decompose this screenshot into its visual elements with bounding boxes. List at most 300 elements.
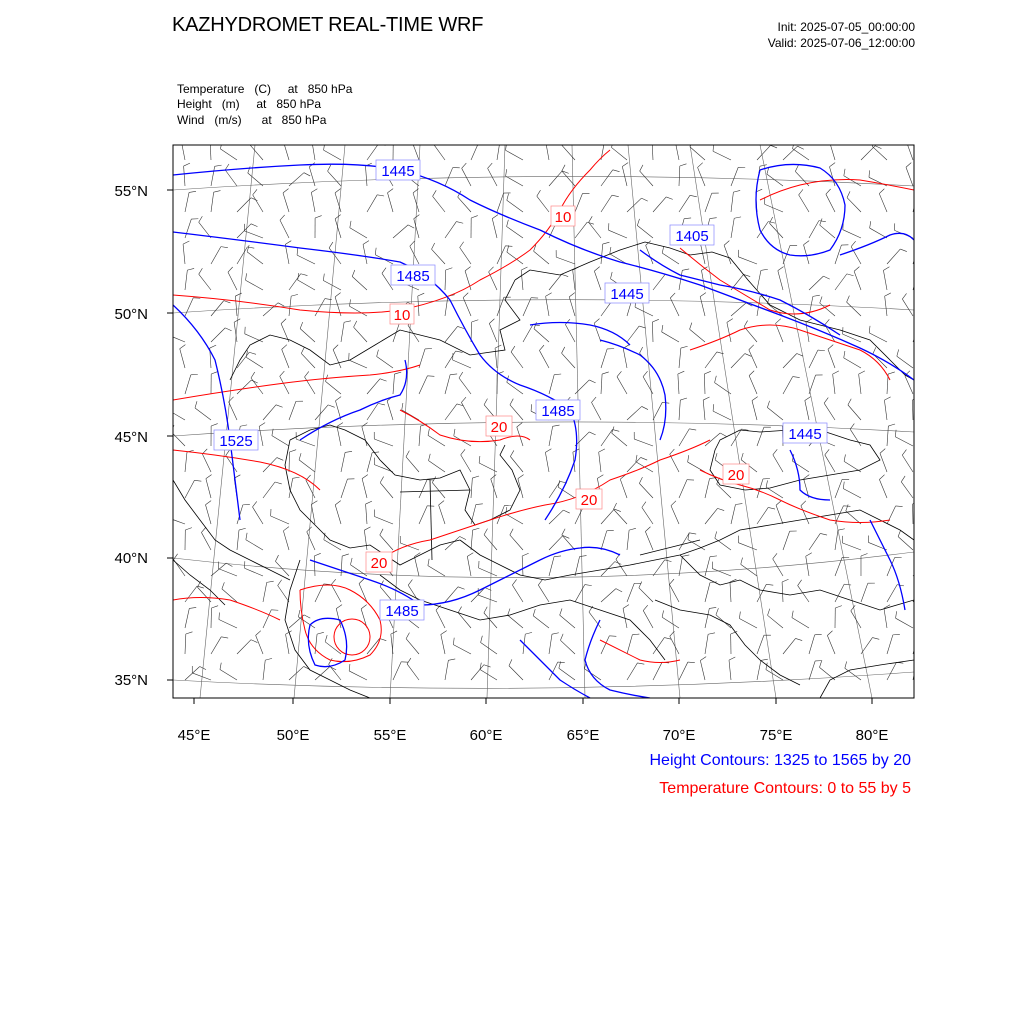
wind-barb-flag — [335, 397, 341, 401]
wind-barb — [835, 584, 844, 602]
wind-barb-flag — [484, 665, 491, 667]
wind-barb — [328, 171, 341, 186]
wind-barb — [809, 350, 818, 368]
wind-barb-flag — [221, 247, 228, 248]
wind-barb — [705, 608, 709, 628]
wind-barb — [299, 460, 315, 472]
wind-barb — [445, 660, 448, 680]
wind-barb — [168, 410, 185, 420]
wind-barb — [510, 456, 523, 472]
wind-barb-flag — [710, 556, 717, 557]
wind-barb — [549, 426, 553, 446]
wind-barb-flag — [776, 501, 781, 506]
wind-barb-flag — [472, 320, 479, 322]
wind-barb — [244, 231, 263, 238]
wind-barb — [809, 375, 816, 394]
wind-barb-flag — [312, 137, 318, 141]
wind-barb — [757, 584, 766, 602]
wind-barb — [453, 645, 471, 654]
wind-barb — [199, 274, 211, 290]
wind-barb-flag — [773, 553, 777, 558]
wind-barb — [887, 635, 893, 654]
wind-barb-flag — [508, 609, 510, 616]
wind-barb — [406, 457, 419, 472]
wind-barb-flag — [847, 274, 854, 276]
wind-barb — [700, 297, 705, 316]
wind-barb — [783, 377, 793, 394]
temperature-label: 20 — [580, 492, 598, 509]
wind-barb — [167, 334, 185, 342]
wind-barb — [523, 298, 531, 316]
wind-barb — [460, 248, 471, 264]
wind-barb-flag — [406, 451, 409, 457]
wind-barb — [827, 636, 835, 654]
wind-barb — [731, 303, 746, 316]
wind-barb-flag — [709, 607, 716, 608]
wind-barb-flag — [224, 301, 231, 303]
wind-barb — [773, 455, 783, 472]
wind-barb — [229, 402, 237, 420]
wind-barb — [757, 635, 764, 654]
wind-barb — [484, 613, 497, 628]
wind-barb-flag — [825, 449, 829, 454]
wind-barb — [366, 504, 367, 524]
wind-barb — [300, 329, 315, 342]
wind-barb-flag — [345, 451, 352, 452]
wind-barb — [835, 557, 842, 576]
wind-barb — [511, 352, 523, 368]
wind-barb — [406, 639, 419, 654]
wind-barb — [211, 301, 224, 316]
wind-barb-flag — [432, 243, 435, 249]
wind-barb-flag — [472, 476, 479, 478]
wind-barb-flag — [448, 659, 455, 660]
wind-barb-flag — [350, 221, 351, 228]
wind-barb — [285, 244, 289, 264]
wind-barb-flag — [354, 321, 357, 327]
wind-barb — [829, 141, 835, 160]
wind-barb-flag — [429, 454, 431, 461]
wind-barb — [880, 453, 887, 472]
wind-barb — [377, 356, 393, 368]
wind-barb-flag — [869, 326, 870, 333]
wind-barb-flag — [229, 397, 234, 402]
wind-barb — [627, 406, 642, 420]
wind-barb-flag — [481, 636, 483, 643]
wind-barb-flag — [591, 397, 596, 402]
wind-barb — [407, 664, 419, 680]
wind-barb-flag — [587, 222, 594, 224]
wind-barb-flag — [248, 166, 250, 173]
wind-barb — [843, 334, 861, 342]
wind-barb-flag — [432, 476, 435, 482]
wind-barb-flag — [806, 553, 812, 557]
wind-barb — [887, 426, 888, 446]
wind-barb-flag — [773, 449, 777, 454]
wind-barb-flag — [324, 143, 325, 150]
wind-barb — [627, 663, 637, 680]
wind-barb-flag — [525, 632, 532, 634]
wind-barb — [757, 270, 761, 290]
wind-barb — [562, 535, 575, 550]
wind-barb — [367, 379, 380, 394]
height-label: 1485 — [385, 603, 419, 620]
wind-barb-flag — [562, 139, 565, 145]
wind-barb — [601, 170, 613, 186]
wind-barb — [671, 506, 679, 524]
wind-barb — [768, 615, 783, 628]
wind-barb-flag — [716, 608, 718, 615]
wind-barb-flag — [641, 198, 647, 201]
wind-barb — [256, 635, 263, 654]
wind-barb-flag — [844, 584, 851, 585]
wind-barb — [847, 198, 861, 212]
wind-barb — [601, 195, 612, 212]
wind-barb — [506, 150, 523, 160]
wind-barb — [508, 615, 523, 628]
wind-barb — [573, 270, 575, 290]
wind-barb — [835, 274, 847, 290]
wind-barb-flag — [211, 424, 218, 426]
wind-barb — [180, 349, 185, 368]
wind-barb — [408, 585, 419, 602]
wind-barb-flag — [562, 274, 569, 276]
wind-barb — [314, 556, 315, 576]
wind-barb — [749, 350, 757, 368]
wind-barb — [489, 324, 497, 342]
wind-barb-flag — [715, 531, 717, 538]
wind-barb-flag — [901, 476, 905, 482]
wind-barb-flag — [325, 635, 327, 642]
wind-barb-flag — [518, 475, 524, 479]
wind-barb-flag — [580, 556, 587, 557]
wind-barb-flag — [546, 293, 552, 297]
wind-barb — [643, 377, 653, 394]
wind-barb-flag — [847, 191, 850, 197]
wind-barb — [428, 566, 445, 576]
wind-barb-flag — [506, 169, 507, 176]
wind-barb — [259, 426, 263, 446]
wind-barb — [492, 219, 497, 238]
wind-barb — [828, 349, 835, 368]
wind-barb — [845, 668, 861, 680]
wind-barb — [562, 353, 575, 368]
wind-barb — [445, 375, 450, 394]
wind-barb-flag — [328, 405, 335, 407]
wind-barb-flag — [247, 245, 249, 252]
wind-barb-flag — [380, 477, 383, 483]
wind-barb — [713, 411, 731, 420]
wind-barb — [263, 458, 277, 472]
wind-barb-flag — [684, 218, 691, 219]
wind-barb — [506, 514, 523, 524]
lon-label: 75°E — [759, 727, 793, 744]
wind-barb-flag — [640, 347, 643, 353]
wind-barb — [906, 141, 913, 160]
wind-barb-flag — [317, 632, 324, 634]
wind-barb-flag — [917, 191, 924, 192]
wind-barb-flag — [830, 163, 836, 167]
wind-barb — [478, 595, 497, 602]
wind-barb-flag — [927, 562, 933, 565]
wind-barb — [534, 329, 549, 342]
wind-barb-flag — [879, 475, 884, 480]
wind-barb-flag — [710, 218, 717, 219]
wind-barb — [289, 274, 301, 290]
wind-barb — [670, 454, 679, 472]
wind-barb-flag — [301, 347, 304, 353]
wind-barb-flag — [897, 585, 904, 586]
wind-barb-flag — [612, 430, 619, 432]
wind-barb-flag — [724, 241, 729, 246]
wind-barb — [562, 145, 575, 160]
wind-barb-flag — [562, 529, 565, 535]
wind-barb-flag — [335, 215, 341, 219]
wind-barb-flag — [820, 218, 822, 225]
wind-barb — [325, 642, 341, 654]
wind-barb — [712, 569, 731, 576]
wind-barb-flag — [206, 475, 212, 479]
wind-barb-flag — [611, 272, 613, 279]
wind-barb-flag — [471, 216, 478, 218]
wind-barb — [289, 173, 304, 186]
wind-barb — [549, 557, 554, 576]
wind-barb — [367, 453, 372, 472]
wind-barb — [419, 506, 427, 524]
wind-barb — [237, 530, 239, 550]
wind-barb-flag — [861, 554, 868, 556]
wind-barb — [843, 489, 861, 498]
wind-barb-flag — [768, 507, 775, 509]
wind-barb-flag — [484, 607, 487, 613]
wind-barb-flag — [612, 195, 619, 196]
wind-barb — [884, 608, 887, 628]
wind-barb — [183, 244, 185, 264]
wind-barb — [739, 618, 757, 628]
wind-barb — [902, 455, 913, 472]
wind-barb-flag — [305, 371, 309, 377]
lon-label: 55°E — [373, 727, 407, 744]
height-label: 1485 — [541, 403, 575, 420]
wind-barb-flag — [805, 397, 811, 401]
wind-barb — [278, 586, 289, 602]
wind-barb — [202, 454, 211, 472]
wind-barb — [842, 543, 861, 550]
wind-barb-flag — [510, 450, 514, 456]
wind-barb — [362, 479, 367, 498]
wind-barb — [778, 271, 783, 290]
height-label: 1445 — [610, 286, 644, 303]
wind-barb-flag — [453, 638, 454, 645]
wind-barb-flag — [275, 555, 278, 561]
wind-barb — [315, 405, 328, 420]
wind-barb — [679, 662, 688, 680]
wind-barb-flag — [215, 165, 222, 166]
wind-barb — [826, 194, 835, 212]
wind-barb — [283, 531, 289, 550]
wind-barb-flag — [846, 504, 848, 511]
wind-barb — [365, 166, 367, 186]
wind-barb — [387, 401, 393, 420]
wind-barb-flag — [408, 580, 412, 586]
wind-barb — [575, 557, 580, 576]
wind-barb-flag — [629, 528, 636, 530]
wind-barb-flag — [293, 477, 300, 478]
wind-barb — [713, 151, 731, 160]
wind-barb-flag — [388, 189, 394, 193]
wind-barb — [166, 517, 185, 524]
wind-barb — [575, 222, 587, 238]
wind-barb — [211, 192, 214, 212]
wind-barb-flag — [883, 267, 889, 271]
wind-barb — [211, 637, 221, 654]
wind-barb-flag — [690, 140, 692, 147]
wind-barb — [206, 505, 211, 524]
temperature-label: 20 — [370, 555, 388, 572]
wind-barb — [601, 244, 603, 264]
wind-barb-flag — [382, 268, 386, 274]
wind-barb-flag — [752, 397, 758, 401]
wind-barb — [662, 332, 679, 342]
wind-barb-flag — [795, 165, 798, 171]
wind-barb — [471, 665, 484, 680]
wind-barb — [248, 173, 263, 186]
wind-barb — [211, 328, 225, 342]
wind-barb-flag — [412, 137, 417, 142]
wind-barb-flag — [690, 323, 692, 330]
lat-label: 50°N — [114, 306, 148, 323]
wind-barb-flag — [896, 506, 903, 507]
wind-barb — [895, 437, 913, 446]
wind-barb-flag — [872, 638, 879, 640]
wind-barb-flag — [824, 398, 828, 404]
wind-barb-flag — [408, 225, 414, 228]
wind-barb — [848, 405, 861, 420]
wind-barb-flag — [562, 347, 565, 353]
wind-barb-flag — [510, 529, 513, 535]
wind-barb-flag — [733, 190, 740, 192]
wind-barb-flag — [180, 345, 186, 349]
wind-barb-flag — [829, 137, 835, 141]
wind-barb-flag — [675, 137, 681, 141]
wind-barb-flag — [610, 247, 611, 254]
wind-barb-flag — [919, 244, 926, 245]
wind-barb — [809, 276, 823, 290]
wind-barb-flag — [333, 345, 338, 350]
wind-barb-flag — [189, 191, 196, 192]
wind-barb — [549, 510, 563, 524]
wind-barb — [350, 228, 367, 238]
wind-barb-flag — [314, 553, 320, 556]
wind-barb-flag — [843, 506, 850, 507]
wind-barb-flag — [545, 137, 551, 141]
wind-barb-flag — [194, 480, 201, 481]
wind-barb — [705, 508, 718, 524]
wind-barb-flag — [189, 607, 196, 608]
wind-barb-flag — [797, 146, 803, 149]
wind-barb-flag — [833, 371, 839, 374]
wind-barb-flag — [918, 634, 925, 635]
height-label: 1445 — [381, 163, 415, 180]
wind-barb-flag — [467, 553, 473, 557]
wind-barb — [765, 204, 783, 212]
wind-barb — [679, 429, 689, 446]
wind-barb-flag — [364, 527, 370, 530]
wind-barb-flag — [900, 249, 907, 251]
wind-barb-flag — [380, 638, 387, 640]
wind-barb — [620, 479, 627, 498]
wind-barb — [591, 402, 601, 420]
wind-barb — [218, 569, 237, 576]
wind-barb-flag — [563, 510, 569, 513]
wind-barb-flag — [461, 449, 465, 454]
wind-barb-flag — [253, 501, 257, 507]
wind-barb — [565, 324, 575, 342]
wind-barb — [560, 640, 575, 654]
wind-barb — [237, 640, 251, 654]
lon-label: 45°E — [177, 727, 211, 744]
wind-barb-flag — [168, 403, 169, 410]
legend-temperature-contours: Temperature Contours: 0 to 55 by 5 — [659, 780, 911, 797]
wind-barb-flag — [219, 613, 220, 620]
wind-barb — [549, 536, 563, 550]
wind-barb — [363, 244, 367, 264]
wind-barb-flag — [906, 163, 911, 168]
wind-barb-flag — [211, 372, 218, 374]
wind-barb-flag — [509, 659, 512, 665]
wind-barb-flag — [844, 169, 845, 176]
wind-barb — [471, 142, 479, 160]
wind-barb — [902, 299, 913, 316]
wind-barb-flag — [602, 372, 609, 374]
wind-barb — [522, 556, 523, 576]
temperature-contour-labels — [366, 206, 749, 572]
wind-barb-flag — [558, 662, 565, 663]
wind-barb — [906, 167, 913, 186]
wind-barb — [337, 426, 341, 446]
wind-barb-flag — [560, 609, 562, 616]
wind-barb-flag — [792, 611, 793, 618]
wind-barb-flag — [239, 528, 246, 530]
wind-barb-flag — [605, 139, 612, 140]
wind-barb-flag — [195, 401, 197, 408]
wind-barb-flag — [462, 163, 467, 168]
wind-barb — [850, 429, 861, 446]
wind-barb-flag — [335, 189, 341, 193]
wind-barb-flag — [639, 581, 642, 587]
wind-barb-flag — [554, 374, 561, 375]
wind-barb-flag — [589, 432, 595, 435]
wind-barb-flag — [698, 163, 703, 168]
wind-barb — [331, 585, 341, 602]
wind-barb — [453, 360, 471, 368]
wind-barb-flag — [818, 350, 825, 351]
wind-barb — [783, 531, 790, 550]
wind-barb-flag — [678, 371, 684, 374]
wind-barb-flag — [375, 248, 376, 255]
wind-barb-flag — [349, 664, 350, 671]
wind-barb — [679, 533, 689, 550]
wind-barb-flag — [461, 397, 466, 402]
wind-barb — [783, 353, 797, 368]
wind-barb — [757, 145, 771, 160]
wind-barb — [367, 144, 379, 160]
wind-barb — [471, 478, 472, 498]
wind-barb — [643, 611, 653, 628]
wind-barb-flag — [350, 558, 352, 565]
wind-barb — [898, 537, 913, 550]
wind-barb — [704, 374, 705, 394]
